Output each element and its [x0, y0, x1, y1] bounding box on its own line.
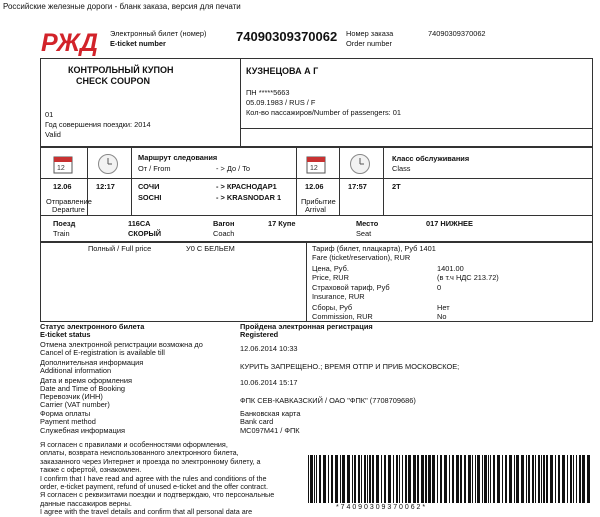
payment-value-en: Bank card	[240, 417, 274, 426]
class-value: 2Т	[392, 182, 401, 191]
barcode-bar	[502, 455, 503, 503]
carrier-label-ru: Перевозчик (ИНН)	[40, 392, 103, 401]
barcode-bar	[546, 455, 548, 503]
fee-value-ru: Нет	[437, 303, 450, 312]
barcode-bar	[408, 455, 411, 503]
calendar-icon	[53, 154, 73, 174]
barcode-bar	[550, 455, 553, 503]
cancel-value: 12.06.2014 10:33	[240, 344, 298, 353]
barcode-bar	[541, 455, 542, 503]
fee-label-ru: Сборы, Руб	[312, 303, 353, 312]
legal-text	[40, 441, 302, 517]
insurance-label-en: Insurance, RUR	[312, 292, 365, 301]
barcode-bar	[369, 455, 371, 503]
insurance-label-ru: Страховой тариф, Руб	[312, 283, 390, 292]
barcode-bar	[367, 455, 368, 503]
train-number: 116СА	[128, 219, 151, 228]
cancel-label-en: Cancel of E-registration is available till	[40, 348, 165, 357]
class-label-ru: Класс обслуживания	[392, 154, 470, 163]
barcode-bar	[405, 455, 407, 503]
insurance-value: 0	[437, 283, 442, 292]
barcode-bar	[331, 455, 333, 503]
order-number: 74090309370062	[428, 29, 486, 38]
order-label-ru: Номер заказа	[346, 29, 394, 38]
barcode-bar	[484, 455, 487, 503]
barcode-bar	[526, 455, 527, 503]
full-price-label: Полный / Full price	[88, 244, 152, 253]
from-station-en: SOCHI	[138, 193, 162, 202]
train-type: СКОРЫЙ	[128, 229, 162, 238]
order-label-en: Order number	[346, 39, 393, 48]
coupon-code: 01	[45, 110, 54, 119]
barcode-bar	[384, 455, 386, 503]
legal-line: I confirm that I have read and agree with the rules and conditions of the	[40, 474, 267, 483]
barcode-bar	[413, 455, 416, 503]
barcode-bar	[388, 455, 391, 503]
service-info-label: Служебная информация	[40, 426, 125, 435]
cancel-label-ru: Отмена электронной регистрации возможна до	[40, 340, 203, 349]
seat-label-ru: Место	[356, 219, 379, 228]
booking-value: 10.06.2014 15:17	[240, 378, 298, 387]
barcode-bar	[562, 455, 565, 503]
barcode-bar	[417, 455, 419, 503]
car-label-ru: Вагон	[213, 219, 235, 228]
payment-value-ru: Банковская карта	[240, 409, 301, 418]
car-label-en: Coach	[213, 229, 235, 238]
departure-date: 12.06	[53, 182, 72, 191]
legal-line: заказанного через Интернет и проезда по электронному билету, а	[40, 457, 261, 466]
arrival-date: 12.06	[305, 182, 324, 191]
barcode-bar	[532, 455, 534, 503]
barcode-bar	[328, 455, 329, 503]
barcode-bar	[347, 455, 350, 503]
coupon-title-ru: КОНТРОЛЬНЫЙ КУПОН	[68, 65, 174, 75]
coupon-title-en: CHECK COUPON	[76, 76, 151, 86]
barcode-bar	[514, 455, 515, 503]
carrier-label-en: Carrier (VAT number)	[40, 400, 110, 409]
barcode-bar	[490, 455, 491, 503]
arrival-time: 17:57	[348, 182, 367, 191]
ticket-label-en: E-ticket number	[110, 39, 166, 48]
barcode-bar	[475, 455, 476, 503]
barcode-bar	[314, 455, 315, 503]
barcode-bar	[587, 455, 590, 503]
barcode-bar	[393, 455, 394, 503]
barcode-bar	[576, 455, 577, 503]
fee-label-en: Commission, RUR	[312, 312, 373, 321]
barcode-bar	[372, 455, 374, 503]
barcode-bar	[505, 455, 507, 503]
barcode-bar	[493, 455, 495, 503]
booking-label-en: Date and Time of Booking	[40, 384, 126, 393]
barcode-bar	[402, 455, 403, 503]
legal-line: Я согласен с реквизитами поездки и подтверждаю, что персональные	[40, 491, 275, 500]
arrival-label-en: Arrival	[305, 205, 326, 214]
passenger-doc: ПН *****5663	[246, 88, 290, 97]
barcode-bar	[425, 455, 427, 503]
from-station-ru: СОЧИ	[138, 182, 160, 191]
barcode-bar	[509, 455, 512, 503]
clock-icon	[349, 153, 371, 175]
tariff-label-en: Fare (ticket/reservation), RUR	[312, 253, 411, 262]
barcode-bar	[399, 455, 400, 503]
barcode-bar	[535, 455, 536, 503]
barcode-bar	[437, 455, 438, 503]
barcode-bar	[464, 455, 466, 503]
payment-label-en: Payment method	[40, 417, 96, 426]
payment-label-ru: Форма оплаты	[40, 409, 91, 418]
barcode-bar	[358, 455, 360, 503]
price-label-en: Price, RUR	[312, 273, 349, 282]
clock-icon	[97, 153, 119, 175]
to-station-ru: - > КРАСНОДАР1	[216, 182, 277, 191]
fee-value-en: No	[437, 312, 447, 321]
barcode-bar	[468, 455, 471, 503]
barcode-bar	[376, 455, 379, 503]
barcode-text: * 7 4 0 9 0 3 0 9 3 7 0 0 6 2 *	[336, 504, 426, 511]
carrier-value: ФПК СЕВ-КАВКАЗСКИЙ / ОАО "ФПК" (7708709686)	[240, 396, 416, 405]
barcode-bar	[516, 455, 519, 503]
barcode-bar	[316, 455, 317, 503]
ticket-number: 74090309370062	[236, 29, 338, 44]
rzd-logo	[40, 28, 98, 56]
barcode-bar	[582, 455, 585, 503]
car-value: 17 Купе	[268, 219, 296, 228]
barcode-bar	[477, 455, 480, 503]
route-to-label: - > До / To	[216, 164, 251, 173]
barcode-bar	[452, 455, 454, 503]
additional-value: КУРИТЬ ЗАПРЕЩЕНО.; ВРЕМЯ ОТПР И ПРИБ МОСКОВСКОЕ;	[240, 362, 460, 371]
legal-line: order, e-ticket payment, refund of unused e-ticket and the offer contract.	[40, 483, 268, 492]
departure-label-en: Departure	[52, 205, 85, 214]
legal-line: данные пассажиров верны.	[40, 499, 132, 508]
train-label-ru: Поезд	[53, 219, 76, 228]
barcode-bar	[432, 455, 435, 503]
legal-line: Я согласен с правилами и особенностями оформления,	[40, 441, 228, 449]
barcode-bar	[352, 455, 353, 503]
barcode-bar	[381, 455, 382, 503]
barcode-bar	[308, 455, 309, 503]
passenger-name: КУЗНЕЦОВА А Г	[246, 66, 319, 76]
barcode-bar	[528, 455, 530, 503]
barcode-bar	[482, 455, 483, 503]
barcode-bar	[323, 455, 326, 503]
status-value-en: Registered	[240, 330, 279, 339]
passenger-dob: 05.09.1983 / RUS / F	[246, 98, 316, 107]
departure-label-ru: Отправление	[46, 197, 92, 206]
price-value: 1401.00	[437, 264, 464, 273]
legal-line: оплаты, возврата неиспользованного электронного билета,	[40, 449, 239, 458]
class-label-en: Class	[392, 164, 411, 173]
barcode-bar	[472, 455, 473, 503]
barcode-bar	[555, 455, 556, 503]
barcode-bar	[460, 455, 462, 503]
page-header: Российские железные дороги - бланк заказа, версия для печати	[3, 2, 241, 11]
service-class: У0 С БЕЛЬЕМ	[186, 244, 235, 253]
legal-line: также с офертой, ознакомлен.	[40, 466, 142, 475]
coupon-year: Год совершения поездки: 2014	[45, 120, 151, 129]
barcode-bar	[428, 455, 431, 503]
barcode-bar	[354, 455, 356, 503]
barcode-bar	[456, 455, 459, 503]
barcode-bar	[558, 455, 560, 503]
barcode-bar	[340, 455, 341, 503]
train-label-en: Train	[53, 229, 70, 238]
barcode-bar	[364, 455, 366, 503]
price-label-ru: Цена, Руб.	[312, 264, 349, 273]
barcode-bar	[488, 455, 489, 503]
additional-label-en: Additional information	[40, 366, 112, 375]
status-label-en: E-ticket status	[40, 330, 91, 339]
coupon-valid: Valid	[45, 130, 61, 139]
status-label-ru: Статус электронного билета	[40, 322, 145, 331]
barcode-bar	[497, 455, 500, 503]
additional-label-ru: Дополнительная информация	[40, 358, 144, 367]
booking-label-ru: Дата и время оформления	[40, 376, 133, 385]
barcode-bar	[361, 455, 362, 503]
barcode-bar	[567, 455, 568, 503]
svg-text:12: 12	[57, 165, 65, 172]
to-station-en: - > KRASNODAR 1	[216, 193, 282, 202]
barcode-bar	[521, 455, 524, 503]
logo-text: РЖД	[41, 29, 98, 56]
calendar-icon	[306, 154, 326, 174]
barcode-bar	[396, 455, 398, 503]
seat-value: 017 НИЖНЕЕ	[426, 219, 473, 228]
price-vat: (в т.ч НДС 213.72)	[437, 273, 499, 282]
barcode-bar	[570, 455, 572, 503]
barcode-bar	[573, 455, 574, 503]
route-from-label: От / From	[138, 164, 171, 173]
barcode-bar	[538, 455, 540, 503]
ticket-label-ru: Электронный билет (номер)	[110, 29, 207, 38]
svg-text:12: 12	[310, 165, 318, 172]
barcode-bar	[444, 455, 447, 503]
route-label: Маршрут следования	[138, 153, 218, 162]
passenger-count: Кол-во пассажиров/Number of passengers: 01	[246, 108, 402, 117]
barcode-bar	[543, 455, 545, 503]
barcode	[306, 455, 594, 503]
barcode-bar	[335, 455, 338, 503]
status-value-ru: Пройдена электронная регистрация	[240, 322, 373, 331]
tariff-label-ru: Тариф (билет, плацкарта), Руб 1401	[312, 244, 436, 253]
barcode-bar	[342, 455, 345, 503]
barcode-bar	[310, 455, 313, 503]
arrival-label-ru: Прибытие	[301, 197, 336, 206]
legal-line: I agree with the travel details and confirm that all personal data are	[40, 508, 253, 517]
barcode-bar	[319, 455, 321, 503]
seat-label-en: Seat	[356, 229, 372, 238]
barcode-bar	[421, 455, 424, 503]
service-info-value: МС097М41 / ФПК	[240, 426, 300, 435]
barcode-bar	[579, 455, 581, 503]
departure-time: 12:17	[96, 182, 115, 191]
barcode-bar	[440, 455, 442, 503]
barcode-bar	[449, 455, 450, 503]
